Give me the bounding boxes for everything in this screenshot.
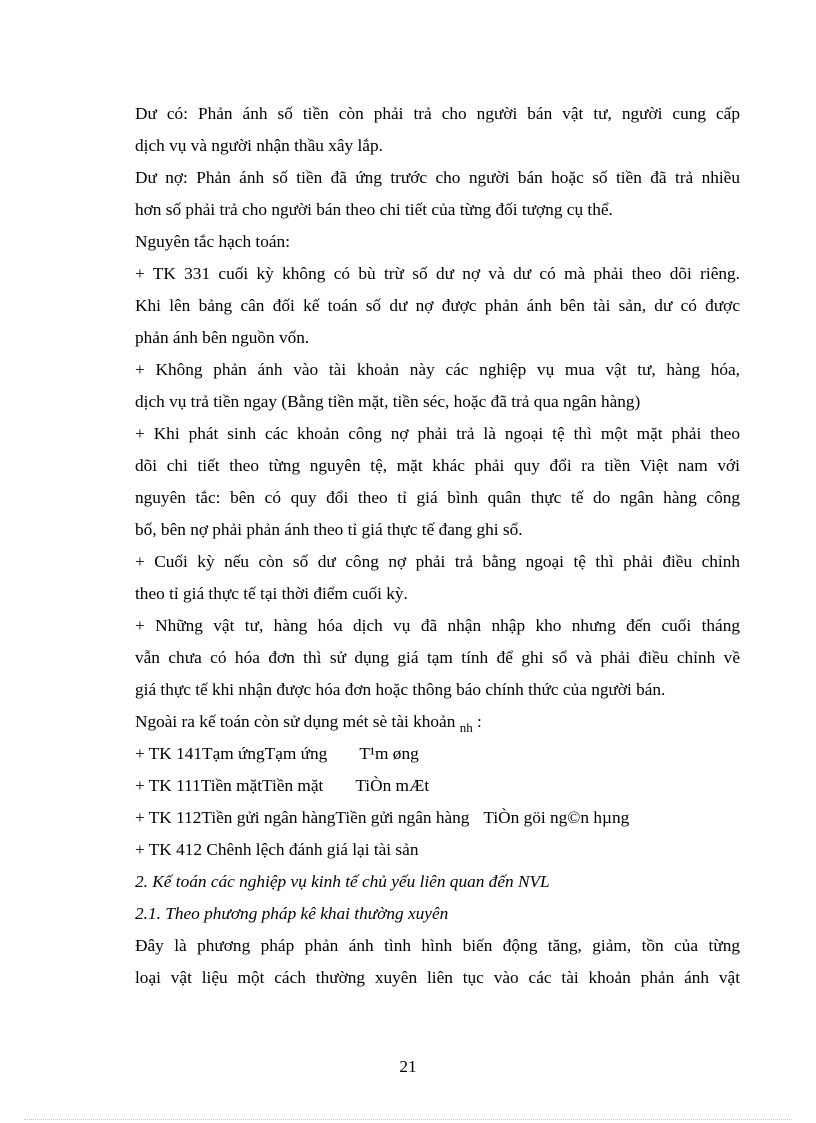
text-line: + Không phản ánh vào tài khoản này các nghiệp vụ mua vật tư, hàng hóa,	[135, 360, 740, 379]
text-line: dịch vụ và người nhận thầu xây lắp.	[135, 136, 383, 155]
text-line: Dư có: Phản ánh số tiền còn phải trả cho người bán vật tư, người cung cấp	[135, 104, 740, 123]
text-line: dịch vụ trả tiền ngay (Bằng tiền mặt, tiền séc, hoặc đã trả qua ngân hàng)	[135, 392, 641, 411]
text-line: + Những vật tư, hàng hóa dịch vụ đã nhận nhập kho nhưng đến cuối tháng	[135, 616, 740, 635]
account-garbled-label: T¹m øng	[359, 744, 419, 763]
account-line-412: + TK 412 Chênh lệch đánh giá lại tài sản	[135, 840, 419, 859]
text-line: + TK 331 cuối kỳ không có bù trừ số dư nợ và dư có mà phải theo dõi riêng.	[135, 264, 740, 283]
account-garbled-label: TiÒn göi ng©n hµng	[483, 808, 630, 827]
text-line: giá thực tế khi nhận được hóa đơn hoặc thông báo chính thức của người bán.	[135, 680, 666, 699]
text-line: bố, bên nợ phải phản ánh theo tỉ giá thực tế đang ghi sổ.	[135, 520, 523, 539]
text-line: Nguyên tắc hạch toán:	[135, 232, 290, 251]
text-line: Dư nợ: Phản ánh số tiền đã ứng trước cho người bán hoặc số tiền đã trả nhiều	[135, 168, 740, 187]
account-label: + TK 111Tiền mặtTiền mặt	[135, 776, 324, 795]
account-label: + TK 141Tạm ứngTạm ứng	[135, 744, 328, 763]
text-line: vẫn chưa có hóa đơn thì sử dụng giá tạm tính để ghi sổ và phải điều chỉnh về	[135, 648, 740, 667]
text-line: hơn số phải trả cho người bán theo chi tiết của từng đối tượng cụ thể.	[135, 200, 613, 219]
text-line: + Khi phát sinh các khoản công nợ phải trả là ngoại tệ thì một mặt phải theo	[135, 424, 740, 443]
account-label: + TK 112Tiền gửi ngân hàngTiền gửi ngân hàng	[135, 808, 470, 827]
accounts-intro-line	[135, 710, 740, 735]
text-line: nguyên tắc: bên có quy đổi theo tỉ giá bình quân thực tế do ngân hàng công	[135, 488, 740, 507]
page-bottom-divider	[24, 1119, 792, 1120]
text-line: Đây là phương pháp phản ánh tình hình biến động tăng, giảm, tồn của từng	[135, 936, 740, 955]
subsection-heading: 2.1. Theo phương pháp kê khai thường xuyên	[135, 904, 449, 923]
account-garbled-label: TiÒn mÆt	[355, 776, 430, 795]
text-line: theo tỉ giá thực tế tại thời điểm cuối kỳ.	[135, 584, 408, 603]
account-line-111	[135, 774, 740, 798]
text-line: loại vật liệu một cách thường xuyên liên tục vào các tài khoản phản ánh vật	[135, 968, 740, 987]
page-number: 21	[399, 1057, 417, 1076]
accounts-intro-colon: :	[477, 712, 482, 731]
account-line-141	[135, 742, 740, 766]
account-line-112	[135, 806, 740, 830]
text-line: phản ánh bên nguồn vốn.	[135, 328, 310, 347]
accounts-intro-fragment: nh	[459, 720, 473, 735]
text-line: + Cuối kỳ nếu còn số dư công nợ phải trả bằng ngoại tệ thì phải điều chỉnh	[135, 552, 740, 571]
text-line: Khi lên bảng cân đối kế toán số dư nợ được phản ánh bên tài sản, dư có được	[135, 296, 740, 315]
text-line: dõi chi tiết theo từng nguyên tệ, mặt khác phải quy đổi ra tiền Việt nam với	[135, 456, 740, 475]
section-heading: 2. Kế toán các nghiệp vụ kinh tế chủ yếu liên quan đến NVL	[135, 872, 550, 891]
accounts-intro-text: Ngoài ra kế toán còn sử dụng mét sè tài khoản	[135, 712, 456, 731]
